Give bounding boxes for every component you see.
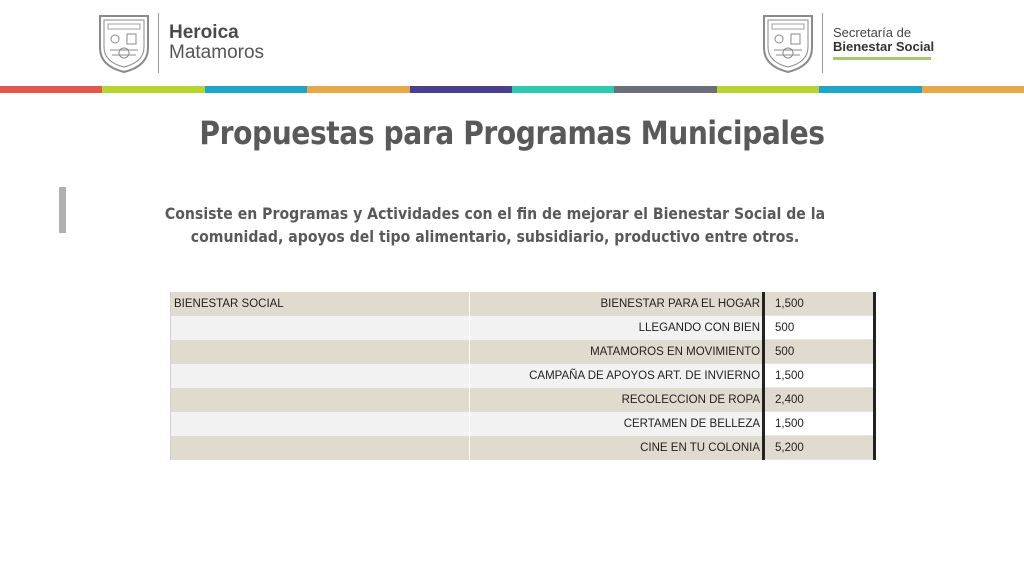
logo-divider (822, 13, 823, 73)
value-cell: 500 (764, 340, 875, 364)
program-cell: MATAMOROS EN MOVIMIENTO (470, 340, 764, 364)
stripe-segment (717, 86, 819, 93)
area-cell (171, 364, 470, 388)
logo-line-secretaria: Secretaría de (833, 24, 912, 40)
color-stripe (0, 86, 1024, 93)
area-cell: BIENESTAR SOCIAL (171, 292, 470, 316)
description-text: Consiste en Programas y Actividades con el fin de mejorar el Bienestar Social de la comunidad, apoyos del tipo alimentario, subsidiario, productivo entre otros. (164, 204, 826, 246)
stripe-segment (410, 86, 512, 93)
program-cell: CAMPAÑA DE APOYOS ART. DE INVIERNO (470, 364, 764, 388)
program-cell: CERTAMEN DE BELLEZA (470, 412, 764, 436)
value-cell: 1,500 (764, 364, 875, 388)
area-cell (171, 412, 470, 436)
program-cell: BIENESTAR PARA EL HOGAR (470, 292, 764, 316)
stripe-segment (102, 86, 204, 93)
value-cell: 1,500 (764, 292, 875, 316)
bienestar-social-logo (762, 12, 934, 74)
stripe-segment (205, 86, 307, 93)
stripe-segment (614, 86, 716, 93)
stripe-segment (0, 86, 102, 93)
city-shield-icon (762, 12, 814, 74)
logo-underline (833, 57, 931, 60)
stripe-segment (512, 86, 614, 93)
logo-line-heroica: Heroica (169, 22, 239, 44)
area-cell (171, 340, 470, 364)
value-cell: 1,500 (764, 412, 875, 436)
stripe-segment (307, 86, 409, 93)
program-cell: LLEGANDO CON BIEN (470, 316, 764, 340)
logo-line-matamoros: Matamoros (169, 42, 265, 63)
table-row (171, 388, 875, 412)
accent-bar (59, 187, 66, 233)
table-row (171, 316, 875, 340)
city-shield-icon (98, 12, 150, 74)
value-cell: 500 (764, 316, 875, 340)
table-row (171, 340, 875, 364)
table-row (171, 292, 875, 316)
heroica-matamoros-logo (98, 12, 264, 74)
table-row (171, 436, 875, 460)
area-cell (171, 316, 470, 340)
table-row (171, 412, 875, 436)
page-title: Propuestas para Programas Municipales (199, 114, 825, 152)
stripe-segment (922, 86, 1024, 93)
logo-divider (158, 13, 159, 73)
programs-table (170, 292, 876, 460)
logo-line-bienestar: Bienestar Social (833, 38, 935, 54)
table-row (171, 364, 875, 388)
area-cell (171, 388, 470, 412)
stripe-segment (819, 86, 921, 93)
value-cell: 5,200 (764, 436, 875, 460)
area-cell (171, 436, 470, 460)
program-cell: RECOLECCION DE ROPA (470, 388, 764, 412)
program-cell: CINE EN TU COLONIA (470, 436, 764, 460)
value-cell: 2,400 (764, 388, 875, 412)
